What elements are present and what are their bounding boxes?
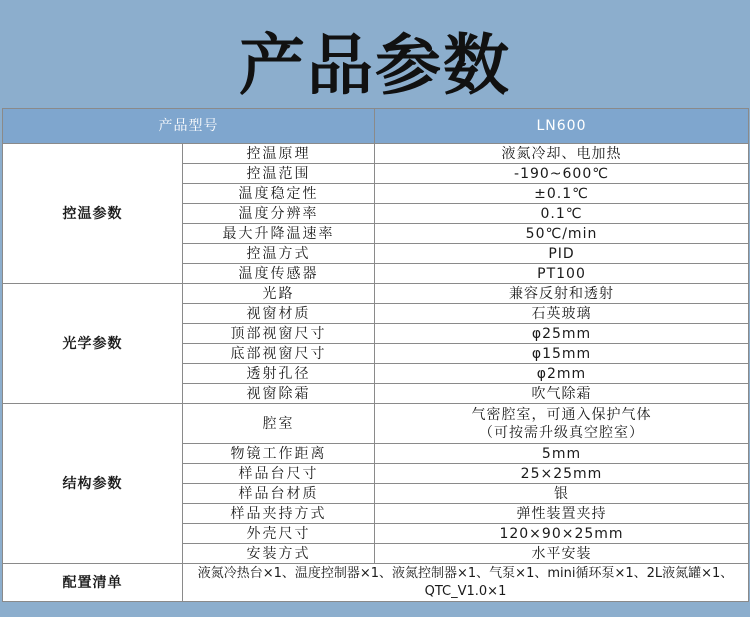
- param-value-line: （可按需升级真空腔室）: [479, 424, 644, 441]
- param-value: φ2mm: [375, 364, 749, 384]
- config-line: QTC_V1.0×1: [424, 583, 507, 599]
- page-title: 产品参数: [239, 27, 511, 104]
- table-header-row: [3, 109, 749, 144]
- param-value: -190~600℃: [375, 164, 749, 184]
- table-row: [3, 284, 749, 304]
- model-label: 产品型号: [3, 109, 375, 144]
- param-value: 兼容反射和透射: [375, 284, 749, 304]
- param-value: 25×25mm: [375, 464, 749, 484]
- category-config: 配置清单: [3, 564, 183, 602]
- param-value: 石英玻璃: [375, 304, 749, 324]
- param-name: 控温范围: [183, 164, 375, 184]
- param-value: 弹性装置夹持: [375, 504, 749, 524]
- spec-table: [2, 108, 749, 602]
- param-name: 透射孔径: [183, 364, 375, 384]
- param-value: 银: [375, 484, 749, 504]
- param-value: 50℃/min: [375, 224, 749, 244]
- param-value: 水平安装: [375, 544, 749, 564]
- category-structure: 结构参数: [3, 404, 183, 564]
- model-value: LN600: [375, 109, 749, 144]
- param-name: 安装方式: [183, 544, 375, 564]
- param-value: 5mm: [375, 444, 749, 464]
- param-name: 样品台尺寸: [183, 464, 375, 484]
- category-temp-control: 控温参数: [3, 144, 183, 284]
- param-name: 控温原理: [183, 144, 375, 164]
- param-name: 腔室: [183, 404, 375, 444]
- bottom-bar: [0, 603, 750, 617]
- config-list: [183, 564, 749, 602]
- param-name: 温度传感器: [183, 264, 375, 284]
- category-optical: 光学参数: [3, 284, 183, 404]
- param-name: 外壳尺寸: [183, 524, 375, 544]
- param-value: φ15mm: [375, 344, 749, 364]
- param-name: 光路: [183, 284, 375, 304]
- config-line: 液氮冷热台×1、温度控制器×1、液氮控制器×1、气泵×1、mini循环泵×1、2L液氮罐×1、: [197, 565, 734, 581]
- param-value: ±0.1℃: [375, 184, 749, 204]
- param-name: 最大升降温速率: [183, 224, 375, 244]
- param-value: 液氮冷却、电加热: [375, 144, 749, 164]
- param-value: 0.1℃: [375, 204, 749, 224]
- table-row: [3, 404, 749, 444]
- param-value: PID: [375, 244, 749, 264]
- param-value: 120×90×25mm: [375, 524, 749, 544]
- param-value: φ25mm: [375, 324, 749, 344]
- param-name: 样品夹持方式: [183, 504, 375, 524]
- param-name: 温度分辨率: [183, 204, 375, 224]
- param-value-line: 气密腔室，可通入保护气体: [471, 406, 652, 423]
- param-value: 吹气除霜: [375, 384, 749, 404]
- param-value: PT100: [375, 264, 749, 284]
- param-name: 视窗除霜: [183, 384, 375, 404]
- param-name: 物镜工作距离: [183, 444, 375, 464]
- param-value-multiline: [375, 404, 749, 444]
- param-name: 底部视窗尺寸: [183, 344, 375, 364]
- param-name: 顶部视窗尺寸: [183, 324, 375, 344]
- param-name: 样品台材质: [183, 484, 375, 504]
- param-name: 视窗材质: [183, 304, 375, 324]
- table-row: [3, 564, 749, 602]
- table-row: [3, 144, 749, 164]
- param-name: 控温方式: [183, 244, 375, 264]
- param-name: 温度稳定性: [183, 184, 375, 204]
